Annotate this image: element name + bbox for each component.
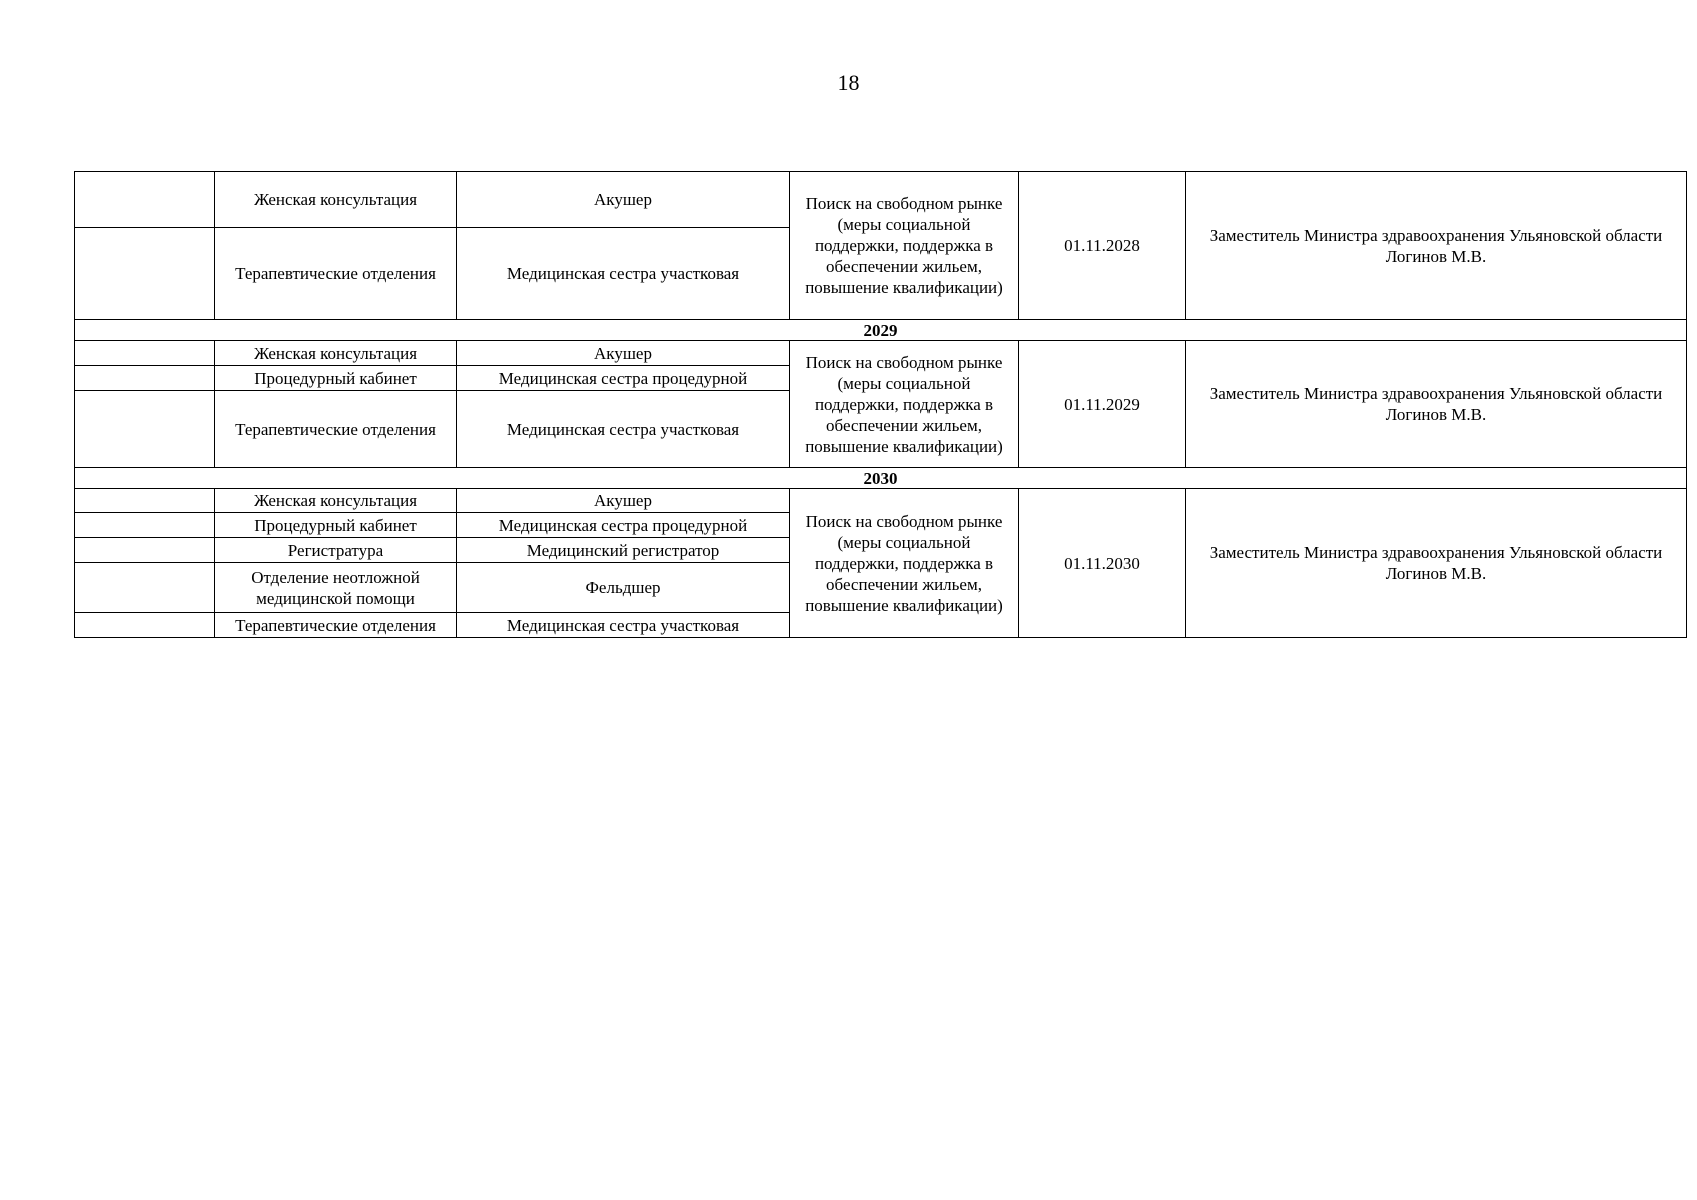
table-row — [75, 172, 1687, 228]
division-cell: Терапевтические отделения — [215, 391, 457, 468]
row-number-cell — [75, 366, 215, 391]
responsible-cell: Заместитель Министра здравоохранения Ульяновской области Логинов М.В. — [1186, 341, 1687, 468]
position-cell: Акушер — [457, 172, 790, 228]
deadline-cell: 01.11.2028 — [1019, 172, 1186, 320]
staffing-plan-table — [74, 171, 1687, 638]
row-number-cell — [75, 228, 215, 320]
year-header-row — [75, 320, 1687, 341]
division-cell: Терапевтические отделения — [215, 613, 457, 638]
year-label: 2029 — [75, 320, 1687, 341]
division-cell: Женская консультация — [215, 489, 457, 513]
position-cell: Медицинский регистратор — [457, 538, 790, 563]
division-cell: Женская консультация — [215, 341, 457, 366]
row-number-cell — [75, 341, 215, 366]
row-number-cell — [75, 513, 215, 538]
method-cell: Поиск на свободном рынке (меры социальной поддержки, поддержка в обеспечении жильем, повышение квалификации) — [790, 489, 1019, 638]
page-number: 18 — [837, 70, 860, 95]
position-cell: Медицинская сестра процедурной — [457, 513, 790, 538]
division-cell: Отделение неотложной медицинской помощи — [215, 563, 457, 613]
year-label: 2030 — [75, 468, 1687, 489]
method-cell: Поиск на свободном рынке (меры социальной поддержки, поддержка в обеспечении жильем, повышение квалификации) — [790, 172, 1019, 320]
row-number-cell — [75, 391, 215, 468]
row-number-cell — [75, 172, 215, 228]
position-cell: Акушер — [457, 489, 790, 513]
deadline-cell: 01.11.2029 — [1019, 341, 1186, 468]
division-cell: Терапевтические отделения — [215, 228, 457, 320]
division-cell: Процедурный кабинет — [215, 513, 457, 538]
row-number-cell — [75, 563, 215, 613]
table-row — [75, 341, 1687, 366]
method-cell: Поиск на свободном рынке (меры социальной поддержки, поддержка в обеспечении жильем, повышение квалификации) — [790, 341, 1019, 468]
position-cell: Фельдшер — [457, 563, 790, 613]
responsible-cell: Заместитель Министра здравоохранения Ульяновской области Логинов М.В. — [1186, 172, 1687, 320]
division-cell: Регистратура — [215, 538, 457, 563]
position-cell: Медицинская сестра участковая — [457, 391, 790, 468]
table-row — [75, 489, 1687, 513]
row-number-cell — [75, 613, 215, 638]
responsible-cell: Заместитель Министра здравоохранения Ульяновской области Логинов М.В. — [1186, 489, 1687, 638]
position-cell: Медицинская сестра участковая — [457, 613, 790, 638]
position-cell: Медицинская сестра участковая — [457, 228, 790, 320]
row-number-cell — [75, 538, 215, 563]
position-cell: Медицинская сестра процедурной — [457, 366, 790, 391]
division-cell: Женская консультация — [215, 172, 457, 228]
year-header-row — [75, 468, 1687, 489]
division-cell: Процедурный кабинет — [215, 366, 457, 391]
deadline-cell: 01.11.2030 — [1019, 489, 1186, 638]
position-cell: Акушер — [457, 341, 790, 366]
row-number-cell — [75, 489, 215, 513]
